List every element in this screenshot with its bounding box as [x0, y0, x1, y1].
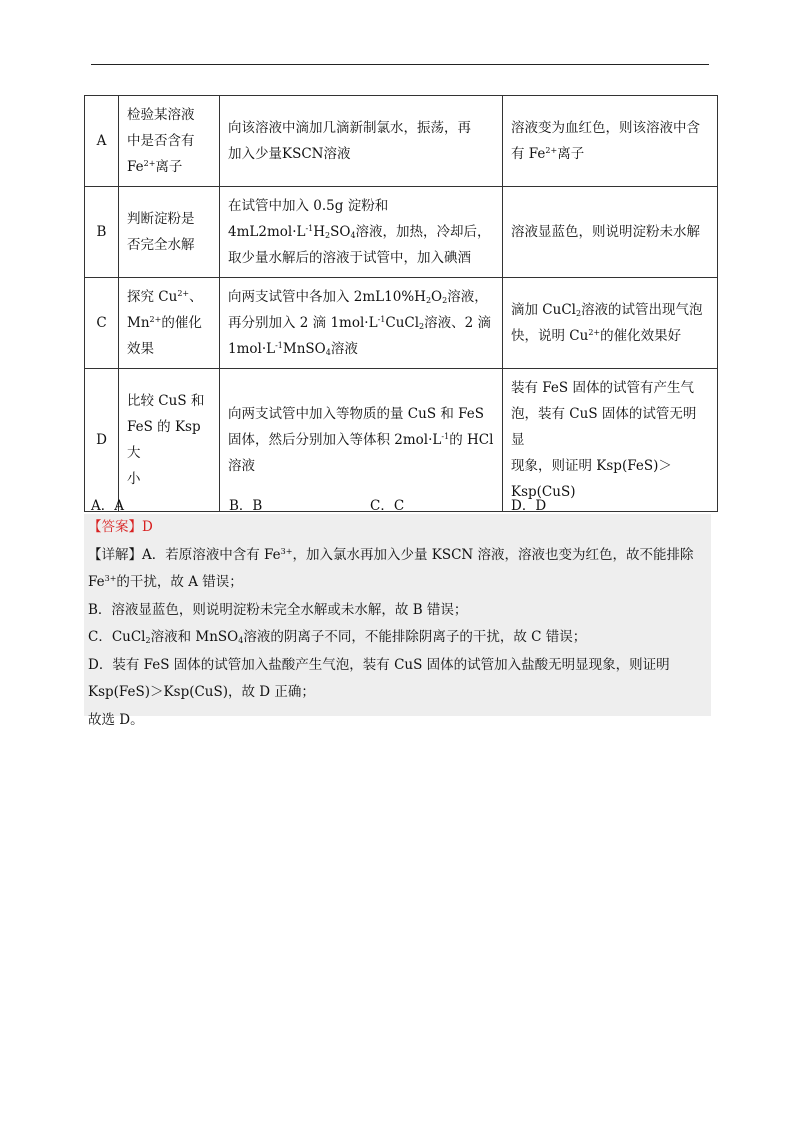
- header-rule: [91, 64, 709, 65]
- choice-a: A．A: [91, 498, 124, 514]
- operation-cell: 向两支试管中加入等物质的量 CuS 和 FeS 固体，然后分别加入等体积 $2mol\cdot L^{-1}$的 HCl 溶液: [220, 369, 503, 512]
- conclusion-cell: 溶液显蓝色，则说明淀粉未水解: [503, 187, 718, 278]
- conclusion-cell: 溶液变为血红色，则该溶液中含 有 $Fe^{2+}$离子: [503, 96, 718, 187]
- answer-explanation: [84, 514, 711, 728]
- explain-line: 【详解】A．若原溶液中含有 $Fe^{3+}$，加入氯水再加入少量 KSCN 溶液，溶液也变为红色，故不能排除: [88, 546, 694, 563]
- operation-cell: 在试管中加入 0.5g 淀粉和 $4mL2mol\cdot L^{-1}H_2SO_4$溶液，加热，冷却后， 取少量水解后的溶液于试管中，加入碘酒: [220, 187, 503, 278]
- table-row: [85, 278, 718, 369]
- operation-cell: 向该溶液中滴加几滴新制氯水，振荡，再 加入少量KSCN溶液: [220, 96, 503, 187]
- explain-line: D．装有 FeS 固体的试管加入盐酸产生气泡，装有 CuS 固体的试管加入盐酸无明显现象，则证明: [88, 656, 670, 673]
- choice-d: D．D: [511, 498, 547, 514]
- option-cell: D: [85, 369, 119, 512]
- explain-line: 故选 D。: [88, 711, 144, 728]
- goal-cell: 判断淀粉是 否完全水解: [119, 187, 220, 278]
- table-row: [85, 96, 718, 187]
- table-row: [85, 369, 718, 512]
- option-cell: C: [85, 278, 119, 369]
- conclusion-cell: 装有 FeS 固体的试管有产生气 泡，装有 CuS 固体的试管无明显 现象，则证明 Ksp(FeS)＞ Ksp(CuS): [503, 369, 718, 512]
- option-cell: A: [85, 96, 119, 187]
- table-row: [85, 187, 718, 278]
- experiment-table: [84, 95, 718, 512]
- explain-line: B．溶液显蓝色，则说明淀粉未完全水解或未水解，故 B 错误；: [88, 601, 468, 618]
- option-cell: B: [85, 187, 119, 278]
- conclusion-cell: 滴加 CuCl$_2$溶液的试管出现气泡 快，说明 $Cu^{2+}$的催化效果好: [503, 278, 718, 369]
- choice-b: B．B: [229, 498, 263, 514]
- goal-cell: 探究 $Cu^{2+}$、 $Mn^{2+}$的催化 效果: [119, 278, 220, 369]
- explain-line: C．CuCl$_2$溶液和 MnSO$_4$溶液的阴离子不同，不能排除阴离子的干扰，故 C 错误；: [88, 629, 587, 645]
- goal-cell: 检验某溶液 中是否含有 $Fe^{2+}$离子: [119, 96, 220, 187]
- choice-c: C．C: [370, 498, 405, 514]
- operation-cell: 向两支试管中各加入 $2mL10\%H_2O_2$溶液， 再分别加入 2 滴 $1mol\cdot L^{-1}CuCl_2$溶液、2 滴 $1mol\cdot L^{-1}MnSO_4$溶液: [220, 278, 503, 369]
- answer-label: 【答案】D: [88, 519, 153, 535]
- goal-cell: 比较 CuS 和 FeS 的 Ksp 大 小: [119, 369, 220, 512]
- explain-line: Ksp(FeS)＞Ksp(CuS)，故 D 正确；: [88, 684, 315, 700]
- explain-line: $Fe^{3+}$的干扰，故 A 错误；: [88, 574, 243, 590]
- answer-choices: [91, 494, 711, 512]
